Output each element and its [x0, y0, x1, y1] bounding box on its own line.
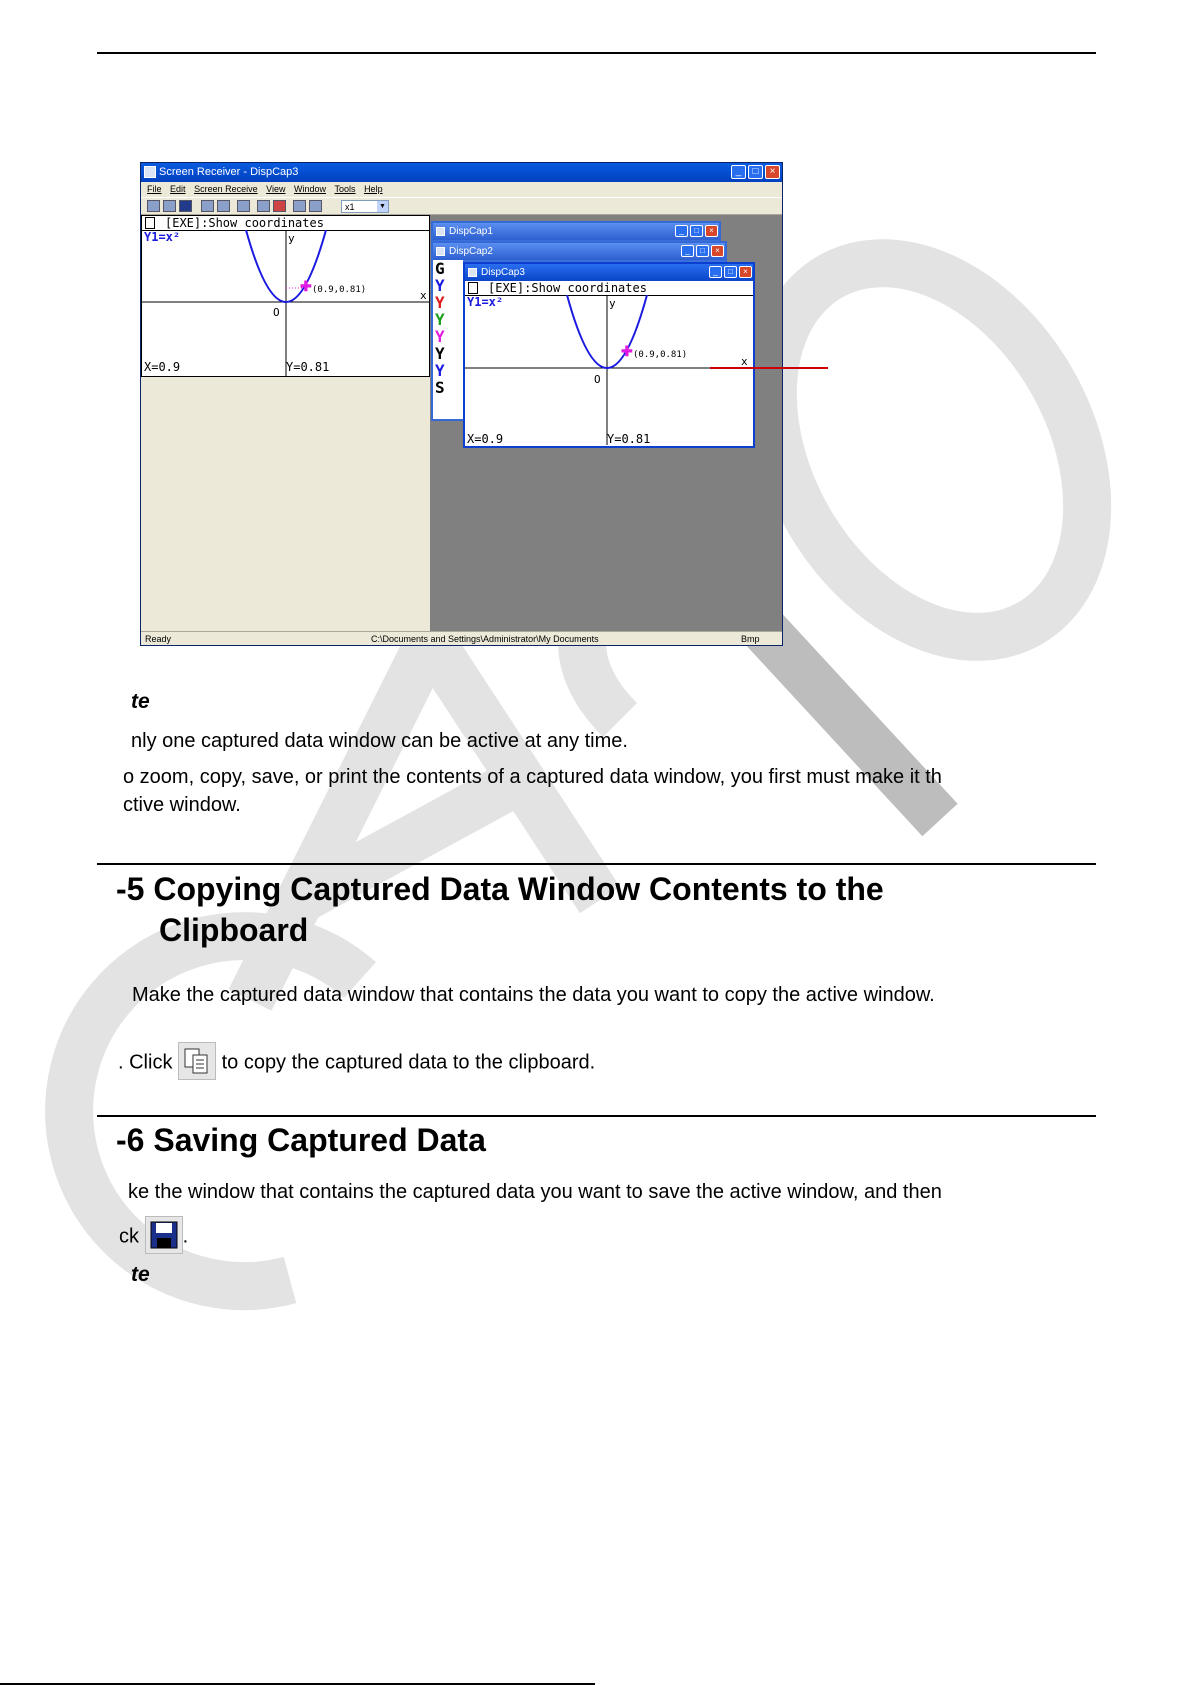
- dispcap2-peek: [433, 260, 463, 419]
- svg-text:y: y: [288, 232, 295, 245]
- calc-screen-main: [141, 215, 430, 377]
- function-label: Y1=x²: [144, 230, 181, 244]
- graph-dispcap3: [465, 295, 753, 445]
- child-title: DispCap1: [449, 226, 493, 237]
- y-readout: Y=0.81: [286, 360, 330, 374]
- point-label: (0.9,0.81): [312, 285, 367, 295]
- status-ready: Ready: [145, 634, 172, 644]
- section-heading: -5 Copying Captured Data Window Contents to the: [116, 871, 884, 907]
- section-heading: -6 Saving Captured Data: [116, 1122, 486, 1158]
- top-rule: [97, 52, 1096, 54]
- svg-text:x: x: [741, 355, 748, 368]
- menu-screen-receive[interactable]: Screen Receive: [194, 184, 258, 194]
- minimize-icon[interactable]: _: [675, 225, 688, 237]
- child-title: DispCap3: [481, 267, 525, 278]
- y-readout: Y=0.81: [607, 432, 651, 446]
- app-icon: [144, 166, 156, 178]
- minimize-icon[interactable]: _: [731, 165, 746, 179]
- step-text: [118, 1044, 595, 1082]
- calc-header-text: [EXE]:Show coordinates: [488, 281, 647, 295]
- side-letter: S: [435, 378, 445, 397]
- print-preview-icon[interactable]: [217, 200, 230, 212]
- screen-receiver-screenshot: [140, 162, 783, 646]
- menu-edit[interactable]: Edit: [170, 184, 186, 194]
- side-letter: Y: [435, 327, 445, 346]
- side-letter: Y: [435, 293, 445, 312]
- child-title: DispCap2: [449, 246, 493, 257]
- copy-icon: [178, 1042, 216, 1080]
- side-letter: Y: [435, 344, 445, 363]
- minimize-icon[interactable]: _: [681, 245, 694, 257]
- calc-header-text: [EXE]:Show coordinates: [165, 216, 324, 230]
- chevron-down-icon: ▼: [377, 201, 388, 212]
- section-heading: Clipboard: [159, 912, 309, 948]
- child-window-dispcap3[interactable]: [463, 262, 755, 448]
- app-title: Screen Receiver - DispCap3: [159, 166, 299, 178]
- status-path: C:\Documents and Settings\Administrator\My Documents: [371, 634, 599, 644]
- maximize-icon[interactable]: □: [748, 165, 763, 179]
- menu-file[interactable]: File: [147, 184, 162, 194]
- window-icon: [436, 227, 445, 236]
- window-icon: [436, 247, 445, 256]
- menu-window[interactable]: Window: [294, 184, 327, 194]
- note-line: nly one captured data window can be active at any time.: [131, 730, 628, 752]
- graph-main: [142, 230, 430, 376]
- note-line: o zoom, copy, save, or print the contents of a captured data window, you first must make it th: [123, 766, 942, 788]
- copy-icon[interactable]: [237, 200, 250, 212]
- minimize-icon[interactable]: _: [709, 266, 722, 278]
- zoom-out-icon[interactable]: [293, 200, 306, 212]
- battery-icon: [145, 217, 155, 229]
- crosshair-cursor-icon: ✚: [300, 278, 312, 294]
- x-readout: X=0.9: [467, 432, 504, 446]
- side-letter: Y: [435, 361, 445, 380]
- body-line: ke the window that contains the captured data you want to save the active window, and then: [128, 1181, 942, 1203]
- calc-header: [142, 216, 429, 231]
- line-suffix: .: [182, 1225, 189, 1248]
- maximize-icon[interactable]: □: [724, 266, 737, 278]
- section-rule: [97, 1115, 1096, 1117]
- calc-header: [465, 281, 753, 296]
- menu-help[interactable]: Help: [364, 184, 383, 194]
- menubar: [141, 182, 782, 197]
- svg-text:O: O: [594, 373, 601, 386]
- toolbar: [141, 197, 782, 215]
- app-titlebar: [141, 163, 782, 182]
- calc-screen-dispcap3: [465, 281, 753, 446]
- close-icon[interactable]: ×: [705, 225, 718, 237]
- note-title: te: [131, 690, 150, 713]
- window-icon: [468, 268, 477, 277]
- zoom-select[interactable]: [341, 200, 389, 213]
- close-window-icon[interactable]: [273, 200, 286, 212]
- svg-text:y: y: [609, 297, 616, 310]
- svg-text:O: O: [273, 306, 280, 319]
- section-rule: [97, 863, 1096, 865]
- callout-line: [710, 367, 828, 369]
- window-icon[interactable]: [257, 200, 270, 212]
- zoom-in-icon[interactable]: [309, 200, 322, 212]
- menu-tools[interactable]: Tools: [334, 184, 356, 194]
- x-readout: X=0.9: [144, 360, 181, 374]
- step-prefix: . Click: [118, 1051, 173, 1074]
- line-prefix: ck: [119, 1225, 139, 1248]
- capture-icon[interactable]: [147, 200, 160, 212]
- status-format: Bmp: [741, 634, 760, 644]
- function-label: Y1=x²: [467, 295, 504, 309]
- zoom-value: x1: [345, 202, 355, 212]
- note-line: ctive window.: [123, 794, 241, 816]
- close-icon[interactable]: ×: [711, 245, 724, 257]
- note-title: te: [131, 1263, 150, 1286]
- menu-view[interactable]: View: [266, 184, 286, 194]
- save-icon[interactable]: [179, 200, 192, 212]
- maximize-icon[interactable]: □: [690, 225, 703, 237]
- step-text: Make the captured data window that contains the data you want to copy the active window.: [132, 984, 935, 1006]
- maximize-icon[interactable]: □: [696, 245, 709, 257]
- point-label: (0.9,0.81): [633, 350, 688, 360]
- print-icon[interactable]: [201, 200, 214, 212]
- close-icon[interactable]: ×: [739, 266, 752, 278]
- battery-icon: [468, 282, 478, 294]
- side-letter: Y: [435, 276, 445, 295]
- side-letter: Y: [435, 310, 445, 329]
- step-suffix: to copy the captured data to the clipboard.: [221, 1051, 596, 1074]
- svg-text:x: x: [420, 289, 427, 302]
- save-icon: [145, 1216, 183, 1254]
- capture-multi-icon[interactable]: [163, 200, 176, 212]
- crosshair-cursor-icon: ✚: [621, 343, 633, 359]
- statusbar: [141, 631, 782, 645]
- body-line: [119, 1218, 188, 1256]
- side-letter: G: [435, 259, 445, 278]
- close-icon[interactable]: ×: [765, 165, 780, 179]
